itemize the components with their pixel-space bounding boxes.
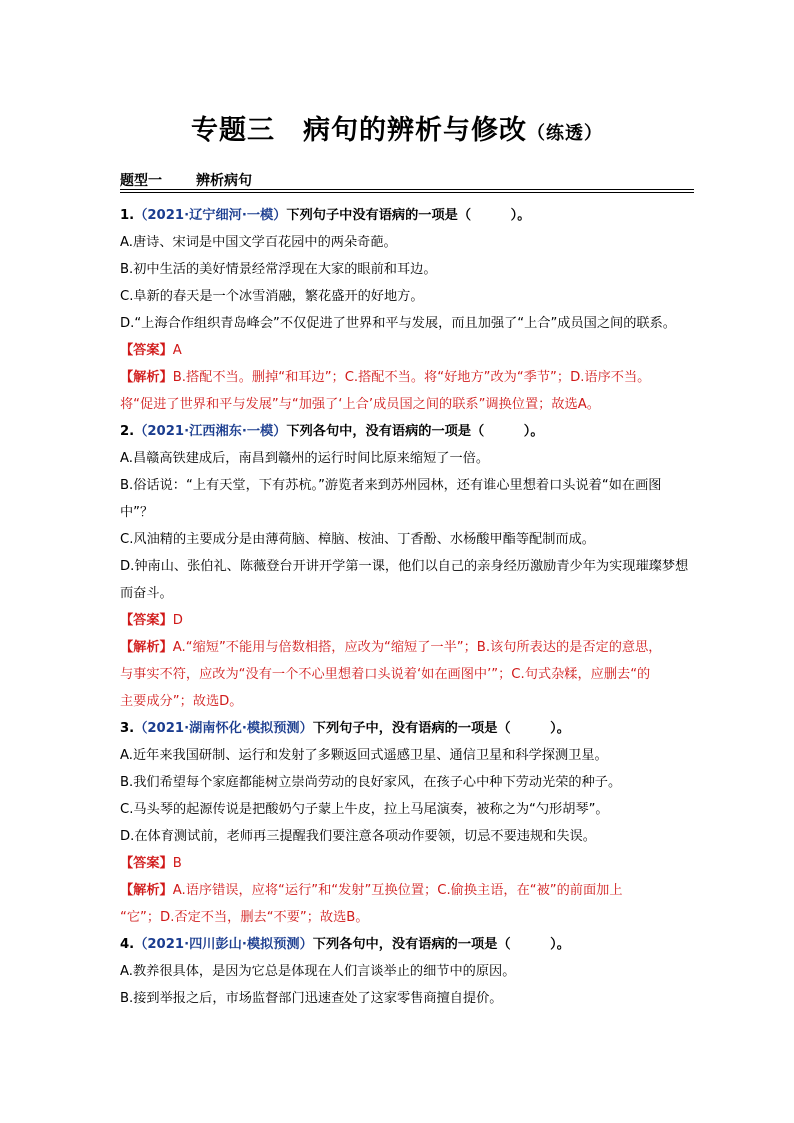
question-source: （2021·四川彭山·模拟预测） (134, 937, 313, 952)
answer-tag: 【答案】 (120, 613, 173, 628)
option: C.风油精的主要成分是由薄荷脑、樟脑、桉油、丁香酚、水杨酸甲酯等配制而成。 (120, 532, 595, 547)
option: A.昌赣高铁建成后，南昌到赣州的运行时间比原来缩短了一倍。 (120, 451, 490, 466)
question-number: 2. (120, 424, 135, 439)
answer (120, 607, 700, 634)
section-heading (120, 170, 694, 190)
option: B.初中生活的美好情景经常浮现在大家的眼前和耳边。 (120, 262, 437, 277)
section-divider (120, 192, 694, 193)
analysis-text: “它”；D.否定不当，删去“不要”；故选B。 (120, 910, 369, 925)
analysis-text: 将“促进了世界和平与发展”与“加强了‘上合’成员国之间的联系”调换位置；故选A。 (120, 397, 600, 412)
option: A.唐诗、宋词是中国文学百花园中的两朵奇葩。 (120, 235, 397, 250)
question-text: 下列各句中，没有语病的一项是（ ）。 (312, 937, 570, 952)
question-number: 1. (120, 208, 135, 223)
analysis-text: 主要成分”；故选D。 (120, 694, 243, 709)
question-source: （2021·湖南怀化·模拟预测） (134, 721, 313, 736)
page-title (0, 108, 794, 147)
question-1 (120, 202, 700, 418)
answer-value: B (172, 856, 182, 871)
question-3 (120, 715, 700, 931)
question-stem (120, 418, 700, 445)
question-text: 下列句子中，没有语病的一项是（ ）。 (312, 721, 570, 736)
section-label: 题型一 (120, 173, 162, 189)
question-source: （2021·江西湘东·一模） (134, 424, 287, 439)
answer-tag: 【答案】 (120, 856, 173, 871)
analysis (120, 634, 700, 661)
option: C.阜新的春天是一个冰雪消融，繁花盛开的好地方。 (120, 289, 424, 304)
question-number: 3. (120, 721, 135, 736)
section-name: 辨析病句 (196, 173, 252, 189)
option: D.钟南山、张伯礼、陈薇登台开讲开学第一课，他们以自己的亲身经历激励青少年为实现璀璨梦想 (120, 559, 689, 574)
option: C.马头琴的起源传说是把酸奶勺子蒙上牛皮，拉上马尾演奏，被称之为“勺形胡琴”。 (120, 802, 609, 817)
option: D.在体育测试前，老师再三提醒我们要注意各项动作要领，切忌不要违规和失误。 (120, 829, 596, 844)
analysis (120, 877, 700, 904)
section-divider (120, 189, 694, 190)
option: 中”？ (120, 505, 154, 520)
answer (120, 850, 700, 877)
analysis-text: 与事实不符，应改为“没有一个不心里想着口头说着‘如在画图中’”；C.句式杂糅，应删去“的 (120, 667, 651, 682)
question-4 (120, 931, 700, 1012)
question-source: （2021·辽宁细河·一模） (134, 208, 287, 223)
analysis-text: B.搭配不当。删掉“和耳边”；C.搭配不当。将“好地方”改为“季节”；D.语序不当。 (172, 370, 651, 385)
option: B.接到举报之后，市场监督部门迅速查处了这家零售商擅自提价。 (120, 991, 503, 1006)
title-main: 专题三 病句的辨析与修改 (191, 115, 527, 146)
title-sub: （练透） (527, 123, 603, 144)
analysis-tag: 【解析】 (120, 883, 173, 898)
analysis-tag: 【解析】 (120, 370, 173, 385)
question-number: 4. (120, 937, 135, 952)
question-stem (120, 202, 700, 229)
analysis-text: A.语序错误，应将“运行”和“发射”互换位置；C.偷换主语，在“被”的前面加上 (172, 883, 623, 898)
option: 而奋斗。 (120, 586, 173, 601)
option: A.教养很具体，是因为它总是体现在人们言谈举止的细节中的原因。 (120, 964, 516, 979)
answer-tag: 【答案】 (120, 343, 173, 358)
answer (120, 337, 700, 364)
question-stem (120, 715, 700, 742)
option: D.“上海合作组织青岛峰会”不仅促进了世界和平与发展，而且加强了“上合”成员国之间的联系。 (120, 316, 676, 331)
analysis-text: A.“缩短”不能用与倍数相搭，应改为“缩短了一半”；B.该句所表达的是否定的意思， (172, 640, 662, 655)
analysis-tag: 【解析】 (120, 640, 173, 655)
answer-value: D (172, 613, 183, 628)
answer-value: A (172, 343, 182, 358)
question-text: 下列句子中没有语病的一项是（ ）。 (286, 208, 531, 223)
question-2 (120, 418, 700, 715)
analysis (120, 364, 700, 391)
question-stem (120, 931, 700, 958)
option: A.近年来我国研制、运行和发射了多颗返回式遥感卫星、通信卫星和科学探测卫星。 (120, 748, 608, 763)
question-list (120, 202, 700, 1012)
question-text: 下列各句中，没有语病的一项是（ ）。 (286, 424, 544, 439)
option: B.我们希望每个家庭都能树立崇尚劳动的良好家风，在孩子心中种下劳动光荣的种子。 (120, 775, 622, 790)
option: B.俗话说：“上有天堂，下有苏杭。”游览者来到苏州园林，还有谁心里想着口头说着“如在画图 (120, 478, 662, 493)
